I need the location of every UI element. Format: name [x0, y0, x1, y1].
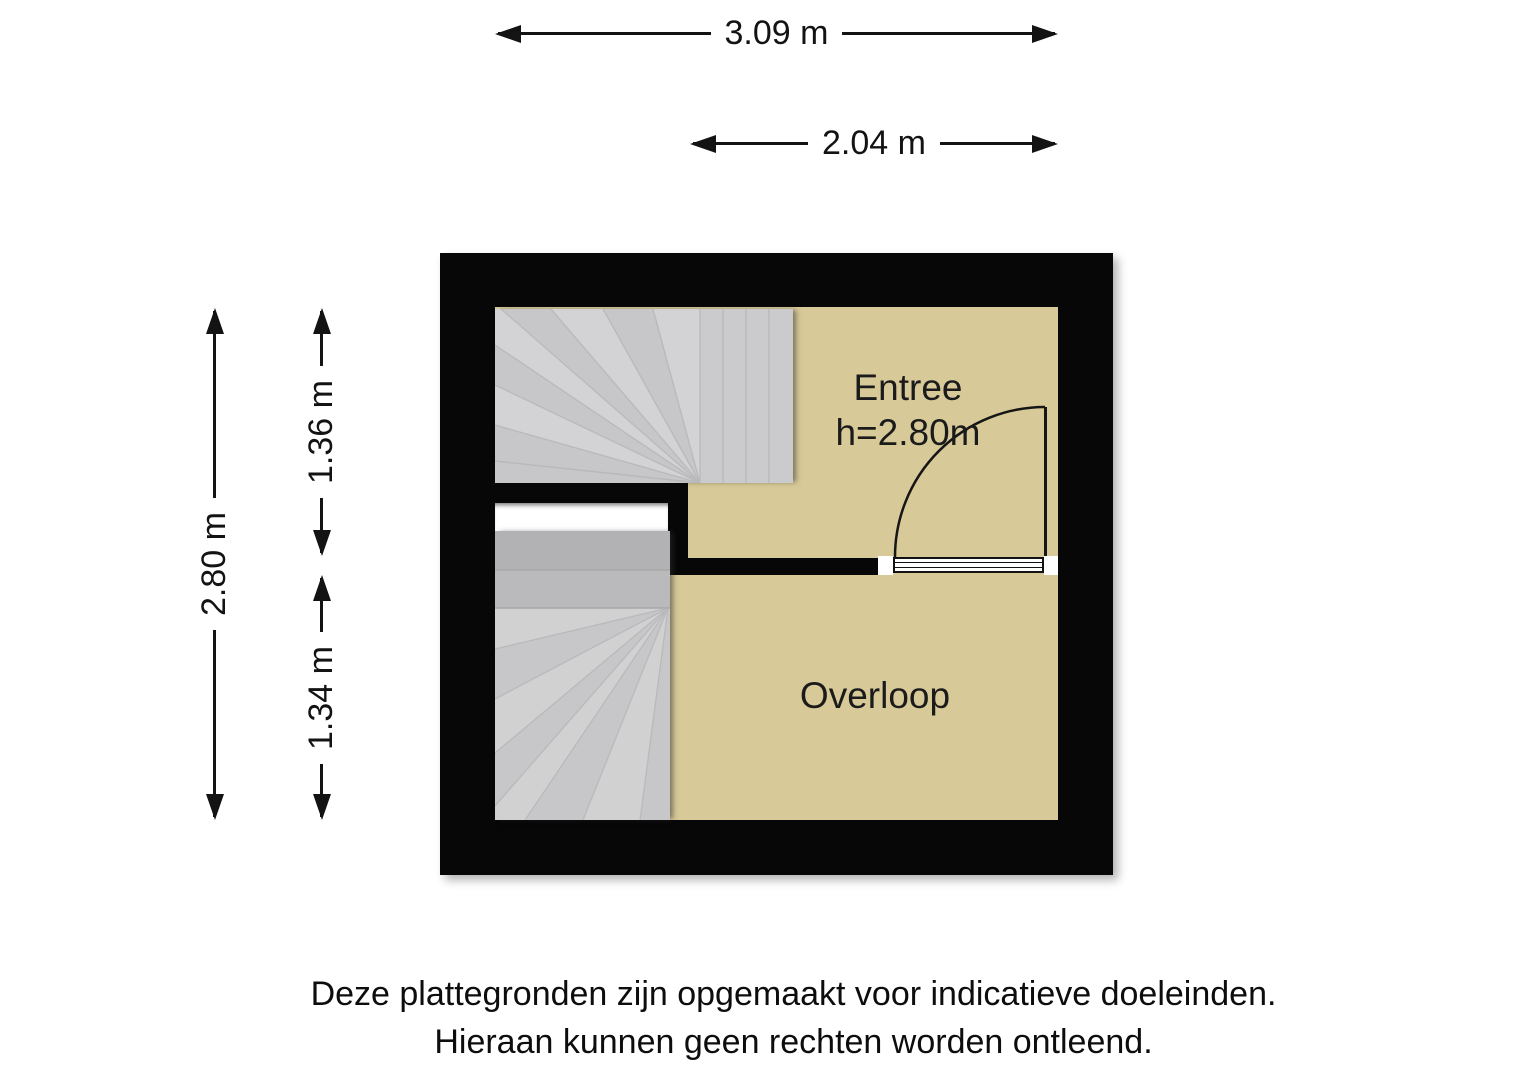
arrowhead-down-icon	[313, 530, 331, 556]
dimension-entree-width	[690, 124, 1058, 162]
room-label-entree	[790, 365, 1026, 455]
arrowhead-left-icon	[495, 25, 521, 43]
disclaimer-line-2: Hieraan kunnen geen rechten worden ontleend.	[434, 1023, 1153, 1061]
arrowhead-up-icon	[313, 575, 331, 601]
floorplan-body	[440, 253, 1113, 875]
dimension-label: 1.36 m	[302, 366, 340, 498]
arrowhead-down-icon	[206, 794, 224, 820]
dimension-total-height	[195, 308, 233, 820]
arrowhead-up-icon	[313, 308, 331, 334]
dimension-overloop-height	[302, 575, 340, 820]
room-name: Overloop	[799, 675, 951, 716]
room-ceiling-height: h=2.80m	[835, 412, 981, 453]
arrowhead-up-icon	[206, 308, 224, 334]
dimension-label: 2.80 m	[195, 498, 233, 630]
arrowhead-down-icon	[313, 794, 331, 820]
disclaimer-line-1: Deze plattegronden zijn opgemaakt voor indicatieve doeleinden.	[310, 975, 1277, 1013]
dimension-entree-height	[302, 308, 340, 556]
arrowhead-right-icon	[1032, 25, 1058, 43]
room-name: Entree	[853, 367, 963, 408]
arrowhead-right-icon	[1032, 135, 1058, 153]
room-label-overloop	[765, 673, 985, 718]
arrowhead-left-icon	[690, 135, 716, 153]
dimension-label: 2.04 m	[808, 124, 940, 162]
disclaimer-text	[30, 970, 1527, 1066]
dimension-label: 3.09 m	[711, 14, 843, 52]
dimension-label: 1.34 m	[302, 632, 340, 764]
dimension-total-width	[495, 14, 1058, 52]
door-swing-drawing	[440, 253, 1113, 875]
